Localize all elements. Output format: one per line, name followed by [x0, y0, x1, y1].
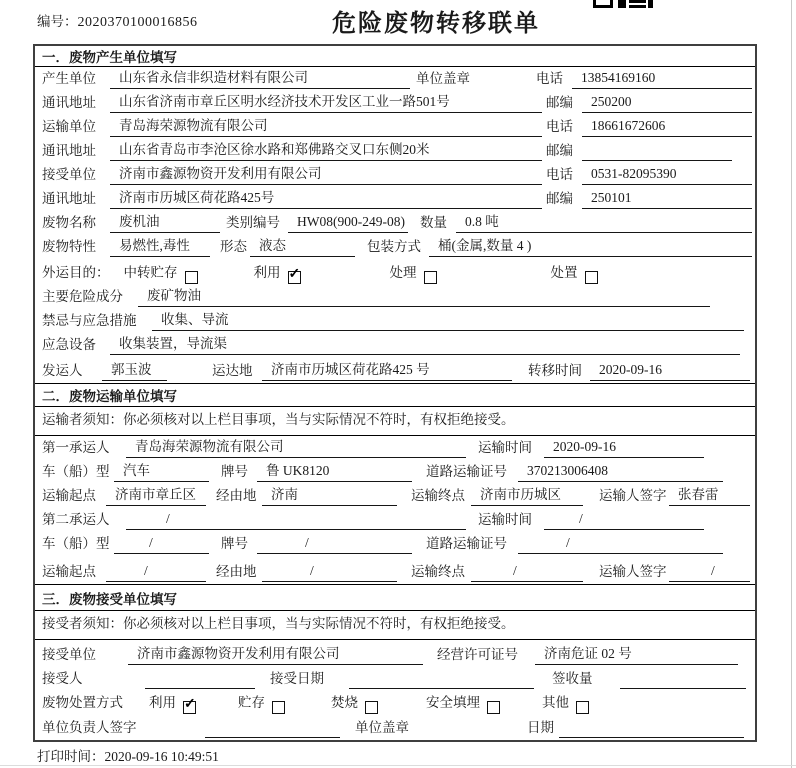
qr-code-icon	[593, 0, 653, 9]
plate-number-value: /	[257, 533, 412, 554]
phone-label: 电话	[546, 119, 573, 134]
field-vehicle-1	[35, 460, 755, 484]
checkbox-dispose	[585, 271, 598, 284]
form-title: 危险废物转移联单	[332, 11, 540, 37]
serial-number-line	[37, 10, 198, 31]
field-transport-unit	[35, 115, 755, 139]
producer-unit-value: 山东省永信非织造材料有限公司	[110, 68, 410, 89]
quantity-label: 数量	[420, 215, 447, 230]
recipient-value	[145, 669, 255, 689]
phone-label: 电话	[546, 167, 573, 182]
category-code-label: 类别编号	[226, 215, 280, 230]
origin-value: /	[106, 561, 206, 582]
disposal-option-other	[542, 693, 589, 713]
field-route-2	[35, 556, 755, 584]
field-responsible-signature	[35, 715, 755, 740]
road-permit-label: 道路运输证号	[426, 464, 507, 479]
transfer-time-label: 转移时间	[528, 363, 582, 378]
transport-time-label: 运输时间	[478, 512, 532, 527]
purpose-option-treat	[390, 263, 437, 283]
shipper-value: 郭玉波	[102, 360, 167, 381]
destination-label: 运达地	[212, 363, 253, 378]
emergency-measures-value: 收集、导流	[152, 310, 744, 331]
waste-name-value: 废机油	[110, 212, 220, 233]
via-label: 经由地	[216, 488, 257, 503]
disposal-checkbox-incinerate	[365, 701, 378, 714]
field-producer-unit	[35, 67, 755, 91]
section-3-header: 三．废物接受单位填写	[35, 584, 755, 611]
license-number-label: 经营许可证号	[437, 647, 518, 662]
via-value: /	[262, 561, 397, 582]
vehicle-type-value: /	[114, 533, 209, 554]
checkbox-transit-storage	[185, 271, 198, 284]
zip-label: 邮编	[546, 143, 573, 158]
field-producer-address	[35, 91, 755, 115]
packing-value: 桶(金属,数量 4 )	[429, 236, 752, 257]
emergency-equipment-value: 收集装置，导流渠	[110, 334, 740, 355]
transfer-time-value: 2020-09-16	[590, 360, 750, 381]
license-number-value: 济南危证 02 号	[535, 644, 738, 665]
carrier-signature-value: /	[669, 561, 750, 582]
option-label: 安全填埋	[426, 695, 480, 710]
field-second-carrier	[35, 508, 755, 532]
receiver-unit-value: 济南市鑫源物资开发利用有限公司	[110, 164, 542, 185]
road-permit-value: 370213006408	[518, 461, 723, 482]
field-disposal-method	[35, 691, 755, 715]
form-state-label: 形态	[220, 239, 247, 254]
purpose-option-utilize	[254, 263, 301, 283]
shipper-label: 发运人	[42, 363, 83, 378]
address-label: 通讯地址	[42, 95, 96, 110]
road-permit-label: 道路运输证号	[426, 536, 507, 551]
phone-value: 18661672606	[582, 116, 752, 137]
page-edge-bottom	[0, 765, 796, 766]
carrier-signature-value: 张春雷	[669, 485, 750, 506]
address-value: 山东省青岛市李沧区徐水路和郑佛路交叉口东侧20米	[110, 140, 542, 161]
purpose-option-dispose	[551, 263, 598, 283]
zip-value: 250101	[582, 188, 752, 209]
plate-number-value: 鲁 UK8120	[257, 461, 412, 482]
unit-seal-label: 单位盖章	[416, 71, 470, 86]
purpose-option-transit-storage	[124, 263, 198, 283]
main-hazard-label: 主要危险成分	[42, 289, 123, 304]
field-route-1	[35, 484, 755, 508]
disposal-option-incinerate	[331, 693, 378, 713]
receiver-unit-label: 接受单位	[42, 167, 96, 182]
transport-unit-value: 青岛海荣源物流有限公司	[110, 116, 542, 137]
field-vehicle-2	[35, 532, 755, 556]
serial-label: 编号：	[37, 14, 78, 29]
option-label: 处理	[389, 265, 417, 280]
serial-number: 2020370100016856	[77, 15, 198, 30]
via-label: 经由地	[216, 564, 257, 579]
road-permit-value: /	[518, 533, 723, 554]
checkbox-treat	[424, 271, 437, 284]
waste-name-label: 废物名称	[42, 215, 96, 230]
option-label: 焚烧	[331, 695, 358, 710]
plate-number-label: 牌号	[221, 536, 248, 551]
origin-label: 运输起点	[42, 564, 96, 579]
option-label: 中转贮存	[123, 265, 178, 280]
terminus-value: /	[471, 561, 583, 582]
destination-value: 济南市历城区荷花路425 号	[262, 360, 512, 381]
disposal-option-utilize	[149, 693, 196, 713]
print-time-line	[37, 745, 219, 765]
vehicle-type-label: 车（船）型	[42, 536, 110, 551]
section-2-header: 二．废物运输单位填写	[35, 383, 755, 407]
field-receiver-unit	[35, 163, 755, 187]
phone-value: 13854169160	[572, 68, 752, 89]
accept-unit-value: 济南市鑫源物资开发利用有限公司	[128, 644, 423, 665]
field-receiver-address	[35, 187, 755, 211]
category-code-value: HW08(900-249-08)	[288, 212, 408, 233]
quantity-value: 0.8 吨	[456, 212, 752, 233]
manifest-table	[33, 44, 757, 742]
accept-unit-label: 接受单位	[42, 647, 96, 662]
notice-text: 运输者须知：你必须核对以上栏目事项，当与实际情况不符时，有权拒绝接受。	[42, 412, 515, 427]
responsible-signature-value	[205, 718, 340, 738]
address-value: 山东省济南市章丘区明水经济技术开发区工业一路501号	[110, 92, 542, 113]
date-value	[559, 718, 744, 738]
received-amount-value	[620, 669, 746, 689]
option-label: 利用	[149, 695, 176, 710]
checkbox-utilize	[288, 271, 301, 284]
print-time-value: 2020-09-16 10:49:51	[104, 749, 219, 764]
disposal-checkbox-other	[576, 701, 589, 714]
field-emergency-measures	[35, 309, 755, 333]
option-label: 贮存	[238, 695, 265, 710]
address-label: 通讯地址	[42, 191, 96, 206]
transport-time-value: /	[544, 509, 704, 530]
transport-time-value: 2020-09-16	[544, 437, 704, 458]
main-hazard-value: 废矿物油	[138, 286, 710, 307]
phone-value: 0531-82095390	[582, 164, 752, 185]
unit-seal-label: 单位盖章	[355, 720, 409, 735]
vehicle-type-label: 车（船）型	[42, 464, 110, 479]
notice-text: 接受者须知：你必须核对以上栏目事项，当与实际情况不符时，有权拒绝接受。	[42, 616, 515, 631]
address-label: 通讯地址	[42, 143, 96, 158]
date-label: 日期	[527, 720, 554, 735]
field-accept-unit	[35, 640, 755, 667]
origin-label: 运输起点	[42, 488, 96, 503]
page-edge-right	[791, 0, 792, 768]
field-first-carrier	[35, 436, 755, 460]
field-recipient	[35, 667, 755, 691]
zip-value	[582, 141, 732, 161]
field-emergency-equipment	[35, 333, 755, 357]
emergency-measures-label: 禁忌与应急措施	[42, 313, 137, 328]
terminus-value: 济南市历城区	[471, 485, 583, 506]
waste-traits-label: 废物特性	[42, 239, 96, 254]
field-main-hazard	[35, 285, 755, 309]
vehicle-type-value: 汽车	[114, 461, 209, 482]
option-label: 处置	[550, 265, 578, 280]
first-carrier-value: 青岛海荣源物流有限公司	[126, 437, 466, 458]
disposal-option-storage	[238, 693, 285, 713]
field-shipper	[35, 357, 755, 383]
packing-label: 包装方式	[367, 239, 421, 254]
carrier-signature-label: 运输人签字	[599, 488, 667, 503]
field-transport-address	[35, 139, 755, 163]
accept-date-value	[349, 669, 534, 689]
emergency-equipment-label: 应急设备	[42, 337, 96, 352]
via-value: 济南	[262, 485, 397, 506]
accept-date-label: 接受日期	[270, 671, 324, 686]
first-carrier-label: 第一承运人	[42, 440, 110, 455]
field-waste-name	[35, 211, 755, 235]
received-amount-label: 签收量	[552, 671, 593, 686]
waste-traits-value: 易燃性,毒性	[110, 236, 210, 257]
disposal-method-label: 废物处置方式	[42, 695, 123, 710]
print-time-label: 打印时间：	[37, 749, 105, 764]
terminus-label: 运输终点	[411, 564, 465, 579]
zip-value: 250200	[582, 92, 752, 113]
origin-value: 济南市章丘区	[106, 485, 206, 506]
producer-unit-label: 产生单位	[42, 71, 96, 86]
option-label: 利用	[253, 265, 281, 280]
phone-label: 电话	[536, 71, 563, 86]
disposal-checkbox-utilize	[183, 701, 196, 714]
second-carrier-value: /	[126, 509, 466, 530]
recipient-label: 接受人	[42, 671, 83, 686]
address-value: 济南市历城区荷花路425号	[110, 188, 542, 209]
transporter-notice	[35, 407, 755, 436]
purpose-label: 外运目的：	[42, 265, 110, 280]
receiver-notice	[35, 611, 755, 640]
disposal-option-landfill	[426, 693, 500, 713]
transport-unit-label: 运输单位	[42, 119, 96, 134]
transport-time-label: 运输时间	[478, 440, 532, 455]
terminus-label: 运输终点	[411, 488, 465, 503]
plate-number-label: 牌号	[221, 464, 248, 479]
disposal-checkbox-landfill	[487, 701, 500, 714]
responsible-signature-label: 单位负责人签字	[42, 720, 137, 735]
disposal-checkbox-storage	[272, 701, 285, 714]
field-transfer-purpose	[35, 259, 755, 285]
zip-label: 邮编	[546, 191, 573, 206]
form-state-value: 液态	[250, 236, 355, 257]
field-waste-traits	[35, 235, 755, 259]
section-1-header: 一．废物产生单位填写	[35, 46, 755, 67]
carrier-signature-label: 运输人签字	[599, 564, 667, 579]
second-carrier-label: 第二承运人	[42, 512, 110, 527]
option-label: 其他	[542, 695, 569, 710]
zip-label: 邮编	[546, 95, 573, 110]
